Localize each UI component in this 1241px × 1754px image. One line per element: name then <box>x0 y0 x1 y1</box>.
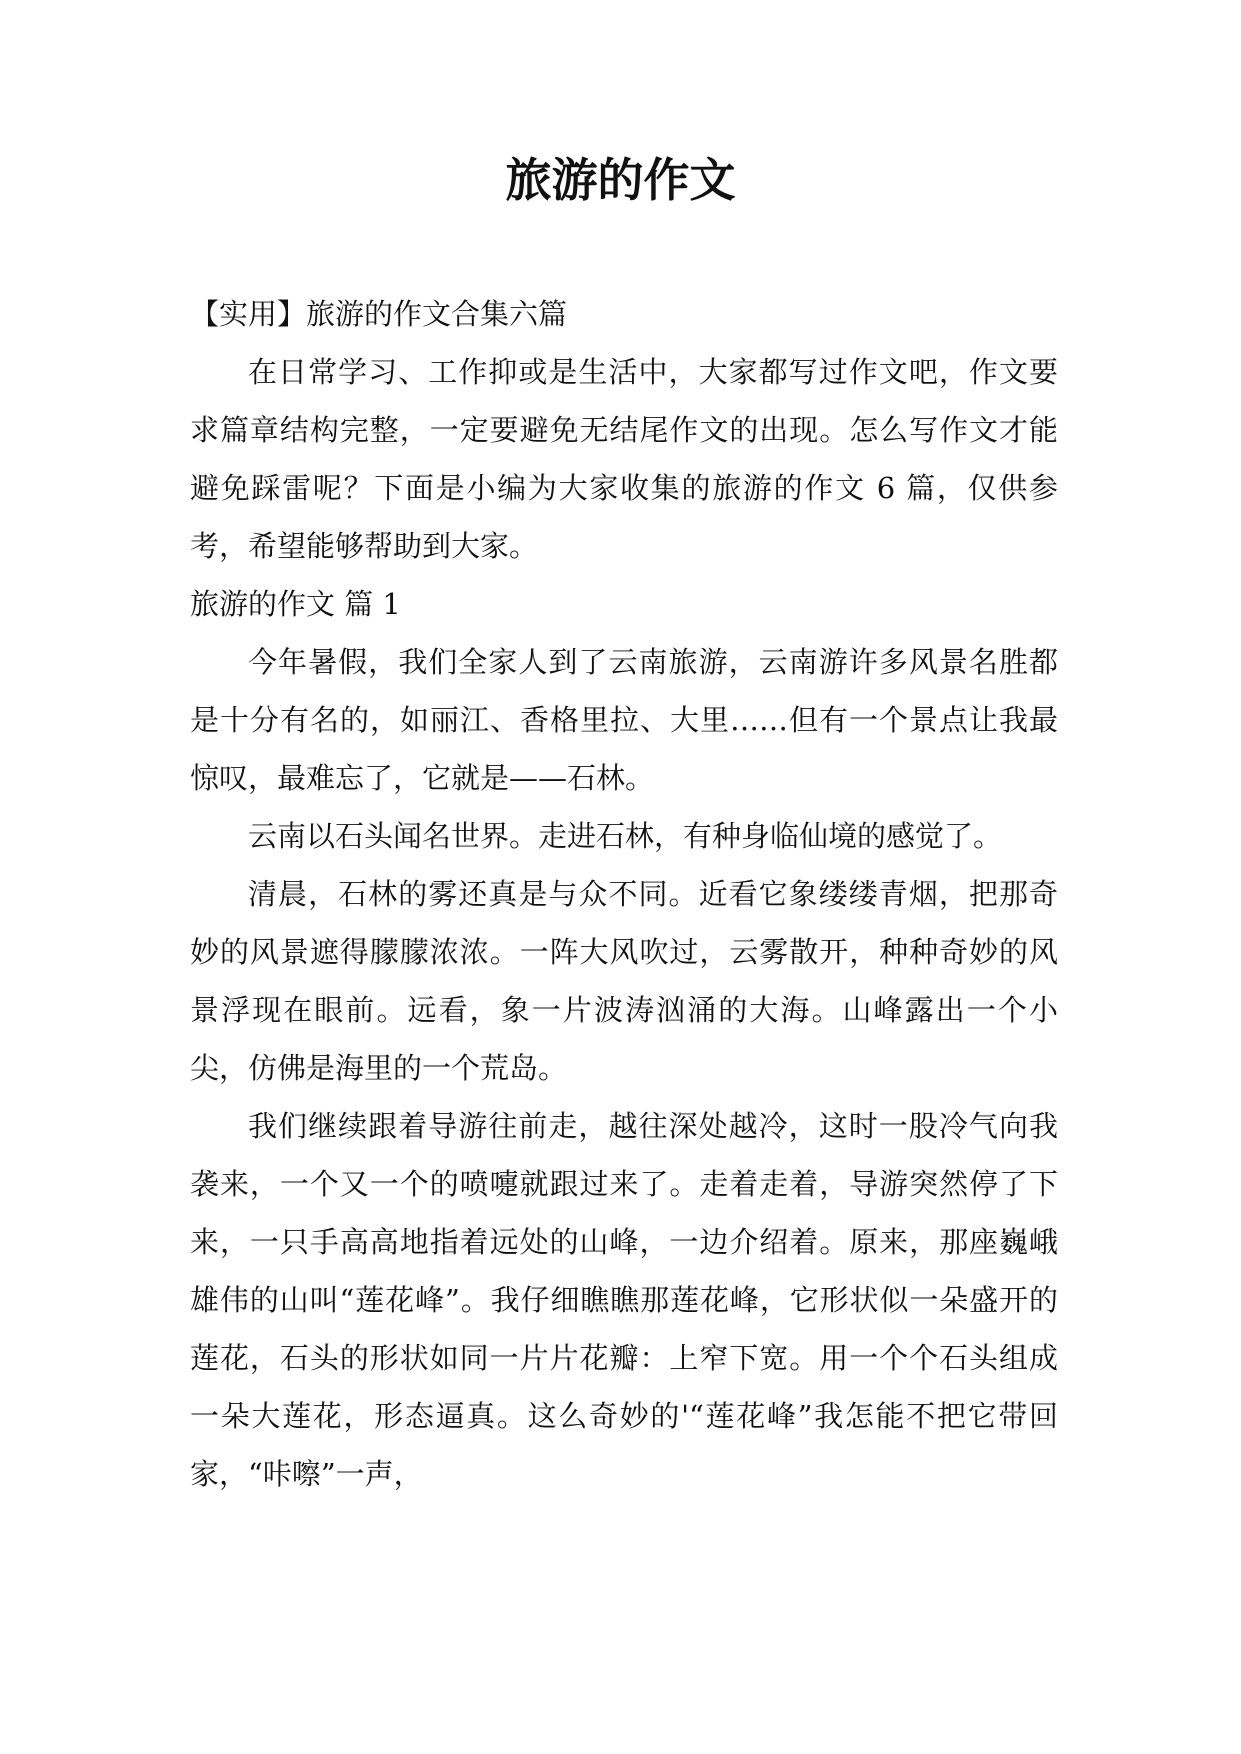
body-paragraph: 清晨，石林的雾还真是与众不同。近看它象缕缕青烟，把那奇妙的风景遮得朦朦浓浓。一阵大风吹过，云雾散开，种种奇妙的风景浮现在眼前。远看，象一片波涛汹涌的大海。山峰露出一个小尖，仿佛是海里的一个荒岛。 <box>190 877 1058 1085</box>
essay-heading: 旅游的作文 篇 1 <box>190 587 401 621</box>
document-body <box>190 285 1058 1503</box>
document-title: 旅游的作文 <box>505 153 736 207</box>
body-paragraph: 今年暑假，我们全家人到了云南旅游，云南游许多风景名胜都是十分有名的，如丽江、香格里拉、大里……但有一个景点让我最惊叹，最难忘了，它就是——石林。 <box>190 645 1058 795</box>
intro-paragraph: 在日常学习、工作抑或是生活中，大家都写过作文吧，作文要求篇章结构完整，一定要避免无结尾作文的出现。怎么写作文才能避免踩雷呢？下面是小编为大家收集的旅游的作文 6 篇，仅供参考，希望能够帮助到大家。 <box>190 355 1058 563</box>
body-paragraph: 云南以石头闻名世界。走进石林，有种身临仙境的感觉了。 <box>248 819 1003 853</box>
body-paragraph: 我们继续跟着导游往前走，越往深处越冷，这时一股冷气向我袭来，一个又一个的喷嚏就跟过来了。走着走着，导游突然停了下来，一只手高高地指着远处的山峰，一边介绍着。原来，那座巍峨雄伟的山叫“莲花峰”。我仔细瞧瞧那莲花峰，它形状似一朵盛开的莲花，石头的形状如同一片片花瓣：上窄下宽。用一个个石头组成一朵大莲花，形态逼真。这么奇妙的'“莲花峰”我怎能不把它带回家，“咔嚓”一声， <box>190 1109 1058 1491</box>
intro-heading: 【实用】旅游的作文合集六篇 <box>190 297 568 331</box>
